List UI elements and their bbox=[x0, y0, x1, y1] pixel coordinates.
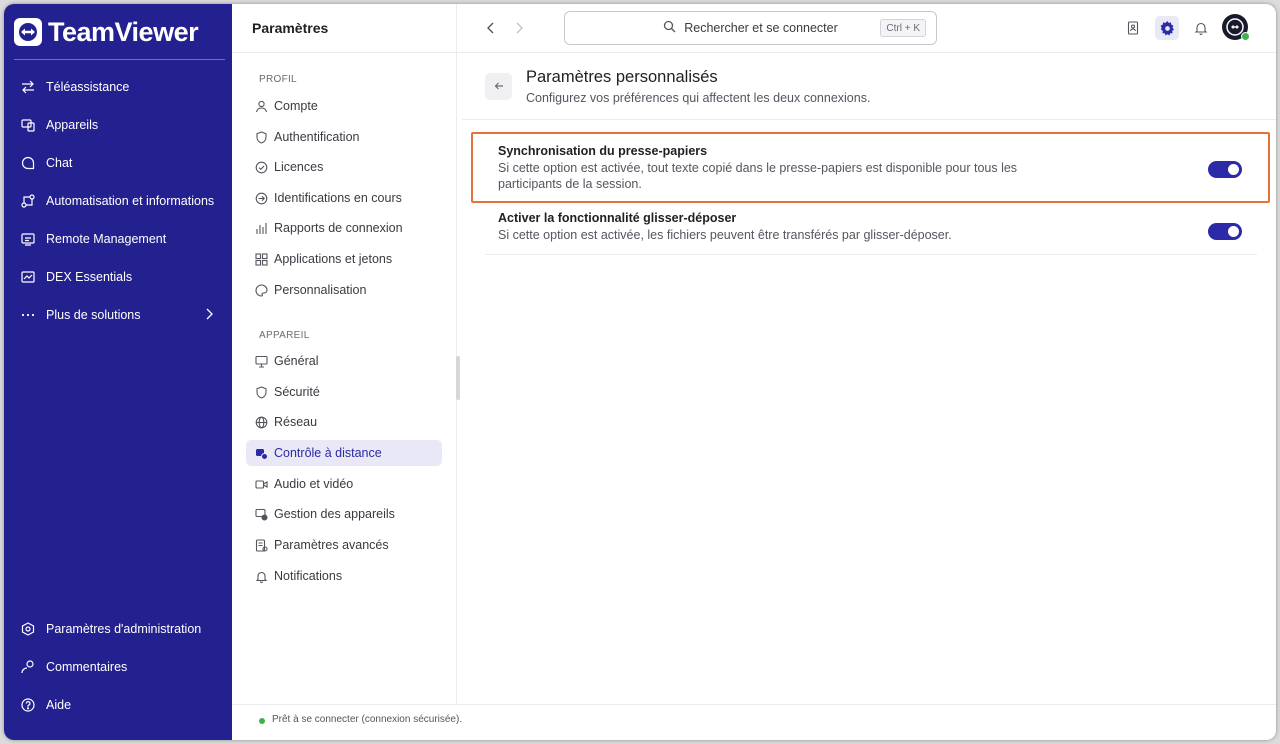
teamviewer-logo[interactable] bbox=[14, 16, 198, 48]
nav-item-label: Aide bbox=[46, 698, 72, 712]
bell-icon bbox=[254, 569, 268, 583]
nav-item-label: Paramètres d'administration bbox=[46, 622, 202, 636]
search-placeholder: Rechercher et se connecter bbox=[684, 21, 838, 35]
dex-icon bbox=[20, 269, 36, 285]
settings-item-label: Authentification bbox=[274, 130, 360, 144]
settings-item-reseau[interactable] bbox=[246, 409, 442, 435]
bar-chart-icon bbox=[254, 221, 268, 235]
arrows-exchange-icon bbox=[20, 79, 36, 95]
settings-item-label: Identifications en cours bbox=[274, 191, 402, 205]
settings-item-notifications[interactable] bbox=[246, 563, 442, 589]
option-clipboard-sync bbox=[485, 142, 1257, 197]
section-label-appareil: APPAREIL bbox=[259, 330, 310, 341]
option-description: Si cette option est activée, les fichiers peuvent être transférés par glisser-déposer. bbox=[498, 228, 952, 242]
settings-item-label: Compte bbox=[274, 99, 318, 113]
settings-item-securite[interactable] bbox=[246, 379, 442, 405]
settings-item-authentification[interactable] bbox=[246, 124, 442, 150]
nav-item-label: Plus de solutions bbox=[46, 308, 141, 322]
header-divider bbox=[462, 119, 1276, 120]
settings-gear-icon[interactable] bbox=[1155, 16, 1179, 40]
nav-item-label: Chat bbox=[46, 156, 73, 170]
settings-item-label: Audio et vidéo bbox=[274, 477, 354, 491]
option-title: Activer la fonctionnalité glisser-déposer bbox=[498, 211, 737, 225]
settings-item-label: Gestion des appareils bbox=[274, 507, 395, 521]
settings-item-audio-video[interactable] bbox=[246, 471, 442, 497]
settings-item-general[interactable] bbox=[246, 348, 442, 374]
video-icon bbox=[254, 477, 268, 491]
search-shortcut: Ctrl + K bbox=[880, 19, 926, 37]
settings-item-label: Notifications bbox=[274, 569, 343, 583]
settings-item-label: Paramètres avancés bbox=[274, 538, 389, 552]
settings-item-compte[interactable] bbox=[246, 93, 442, 119]
chat-icon bbox=[20, 155, 36, 171]
nav-item-plus-de-solutions[interactable] bbox=[4, 300, 232, 330]
login-icon bbox=[254, 191, 268, 205]
user-icon bbox=[254, 99, 268, 113]
back-button[interactable] bbox=[485, 73, 512, 100]
teamviewer-logo-icon bbox=[14, 18, 42, 46]
nav-item-label: Automatisation et informations bbox=[46, 194, 215, 208]
more-dots-icon bbox=[20, 307, 36, 323]
remote-control-icon bbox=[254, 446, 268, 460]
page-title-top: Paramètres bbox=[252, 20, 329, 36]
settings-item-label: Général bbox=[274, 354, 319, 368]
settings-item-label: Rapports de connexion bbox=[274, 221, 403, 235]
remote-management-icon bbox=[20, 231, 36, 247]
sidebar-resize-handle[interactable] bbox=[456, 356, 460, 400]
row-divider bbox=[485, 254, 1257, 255]
connection-status-dot bbox=[259, 718, 265, 724]
settings-item-label: Applications et jetons bbox=[274, 252, 393, 266]
advanced-settings-icon bbox=[254, 538, 268, 552]
settings-item-licences[interactable] bbox=[246, 154, 442, 180]
nav-item-teleassistance[interactable] bbox=[4, 72, 232, 102]
settings-item-gestion-appareils[interactable] bbox=[246, 501, 442, 527]
option-description: Si cette option est activée, tout texte copié dans le presse-papiers est disponible pour tous les participants de la session. bbox=[498, 161, 1018, 191]
nav-item-label: Remote Management bbox=[46, 232, 167, 246]
palette-icon bbox=[254, 283, 268, 297]
settings-item-label: Licences bbox=[274, 160, 324, 174]
nav-item-dex-essentials[interactable] bbox=[4, 262, 232, 292]
forward-arrow-button[interactable] bbox=[511, 20, 527, 36]
devices-icon bbox=[20, 117, 36, 133]
chevron-right-icon bbox=[204, 307, 214, 324]
settings-item-label: Personnalisation bbox=[274, 283, 367, 297]
nav-item-aide[interactable] bbox=[4, 690, 232, 720]
page-subtitle: Configurez vos préférences qui affectent les deux connexions. bbox=[526, 91, 871, 105]
help-icon bbox=[20, 697, 36, 713]
notification-bell-icon[interactable] bbox=[1189, 16, 1213, 40]
nav-item-label: Téléassistance bbox=[46, 80, 130, 94]
option-title: Synchronisation du presse-papiers bbox=[498, 144, 708, 158]
monitor-icon bbox=[254, 354, 268, 368]
admin-settings-icon bbox=[20, 621, 36, 637]
settings-item-personnalisation[interactable] bbox=[246, 277, 442, 303]
shield-icon bbox=[254, 130, 268, 144]
main-sidebar bbox=[4, 4, 232, 740]
arrow-left-icon bbox=[494, 78, 504, 96]
option-drag-drop bbox=[485, 209, 1257, 253]
nav-item-label: Appareils bbox=[46, 118, 99, 132]
drag-drop-toggle[interactable] bbox=[1208, 223, 1242, 240]
feedback-icon bbox=[20, 659, 36, 675]
shield-icon bbox=[254, 385, 268, 399]
online-status-dot bbox=[1241, 32, 1250, 41]
settings-item-label: Sécurité bbox=[274, 385, 320, 399]
app-window bbox=[4, 4, 1276, 740]
nav-item-label: DEX Essentials bbox=[46, 270, 133, 284]
page-title: Paramètres personnalisés bbox=[526, 68, 718, 86]
badge-check-icon bbox=[254, 160, 268, 174]
section-label-profil: PROFIL bbox=[259, 74, 297, 85]
nav-item-chat[interactable] bbox=[4, 148, 232, 178]
settings-item-label: Réseau bbox=[274, 415, 318, 429]
nav-item-remote-management[interactable] bbox=[4, 224, 232, 254]
contacts-book-icon[interactable] bbox=[1121, 16, 1145, 40]
settings-item-rapports[interactable] bbox=[246, 215, 442, 241]
clipboard-sync-toggle[interactable] bbox=[1208, 161, 1242, 178]
settings-item-parametres-avances[interactable] bbox=[246, 532, 442, 558]
globe-icon bbox=[254, 415, 268, 429]
logo-text: TeamViewer bbox=[48, 16, 199, 47]
back-arrow-button[interactable] bbox=[483, 20, 499, 36]
nav-item-automatisation[interactable] bbox=[4, 186, 232, 216]
search-input[interactable] bbox=[564, 11, 937, 45]
search-icon bbox=[663, 20, 676, 36]
device-management-icon bbox=[254, 507, 268, 521]
nav-item-admin-settings[interactable] bbox=[4, 614, 232, 644]
status-text: Prêt à se connecter (connexion sécurisée). bbox=[272, 714, 463, 725]
settings-item-identifications[interactable] bbox=[246, 185, 442, 211]
settings-item-label: Contrôle à distance bbox=[274, 446, 382, 460]
settings-item-controle-a-distance[interactable] bbox=[246, 440, 442, 466]
nav-divider bbox=[14, 59, 225, 60]
settings-item-applications[interactable] bbox=[246, 246, 442, 272]
nav-item-appareils[interactable] bbox=[4, 110, 232, 140]
apps-icon bbox=[254, 252, 268, 266]
nav-item-label: Commentaires bbox=[46, 660, 128, 674]
nav-item-commentaires[interactable] bbox=[4, 652, 232, 682]
user-avatar[interactable] bbox=[1222, 14, 1248, 40]
automation-icon bbox=[20, 193, 36, 209]
topbar-divider bbox=[232, 52, 1276, 53]
